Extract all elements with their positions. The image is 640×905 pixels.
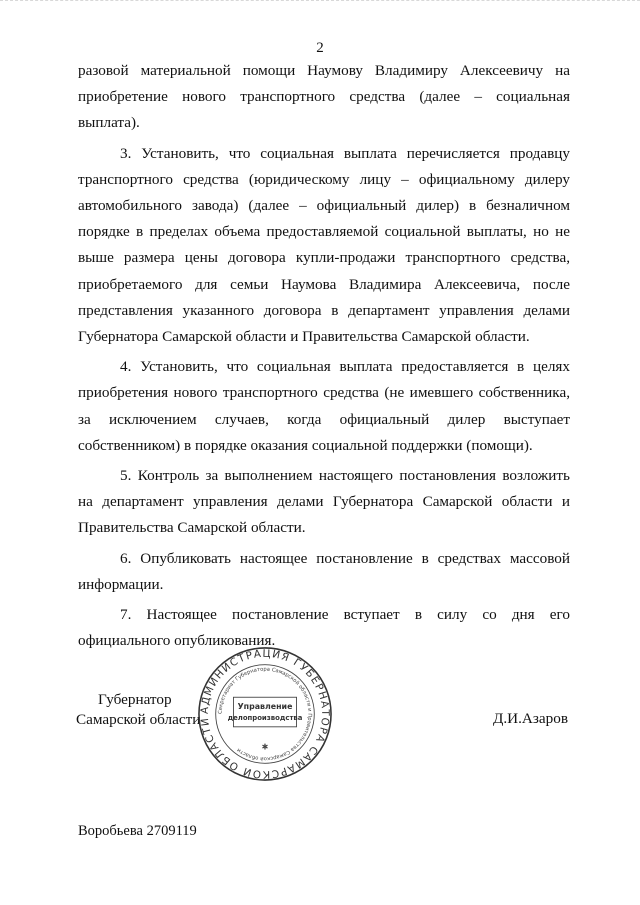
paragraph-5: 5. Контроль за выполнением настоящего постановления возложить на департамент управления делами Губернатора Самарской области и Правительства Самарской области. <box>78 467 570 537</box>
page-top-edge <box>0 0 640 4</box>
paragraph-7: 7. Настоящее постановление вступает в силу со дня его официального опубликования. <box>78 606 570 650</box>
paragraph-3: 3. Установить, что социальная выплата перечисляется продавцу транспортного средства (юридическому лицу – официальному дилеру автомобильного завода) (далее – официальный дилер) в безналичном порядке в пределах объема предоставляемой социальной выплаты, но не выше размера цены договора купли-продажи транспортного средства, приобретаемого для семьи Наумова Владимира Алексеевича, после представления указанного договора в департамент управления делами Губернатора Самарской области и Правительства Самарской области. <box>78 144 570 346</box>
executor-footer: Воробьева 2709119 <box>78 823 197 839</box>
paragraph-6: 6. Опубликовать настоящее постановление в средствах массовой информации. <box>78 549 570 593</box>
stamp-center-line2: делопроизводства <box>227 713 303 722</box>
signature-position <box>76 690 200 730</box>
stamp-center-line1: Управление <box>237 702 293 712</box>
stamp-outer-text: АДМИНИСТРАЦИЯ ГУБЕРНАТОРА САМАРСКОЙ ОБЛАСТИ <box>198 647 332 781</box>
paragraph-4: 4. Установить, что социальная выплата предоставляется в целях приобретения нового транспортного средства (не имевшего собственника, за исключением случаев, когда официальный дилер выступает собственником) в порядке оказания социальной поддержки (помощи). <box>78 358 570 454</box>
page-number: 2 <box>316 40 324 56</box>
stamp-star-icon: ✱ <box>261 742 269 752</box>
paragraph-continuation: разовой материальной помощи Наумову Владимиру Алексеевичу на приобретение нового транспортного средства (далее – социальная выплата). <box>78 62 570 132</box>
signature-name: Д.И.Азаров <box>493 710 568 727</box>
stamp-inner-text: Секретариат Губернатора Самарской области и Правительства Самарской области <box>217 666 313 762</box>
signature-position-line2: Самарской области <box>76 711 201 728</box>
signature-position-line1: Губернатор <box>98 691 172 708</box>
official-stamp <box>196 645 334 783</box>
document-body <box>78 58 570 658</box>
